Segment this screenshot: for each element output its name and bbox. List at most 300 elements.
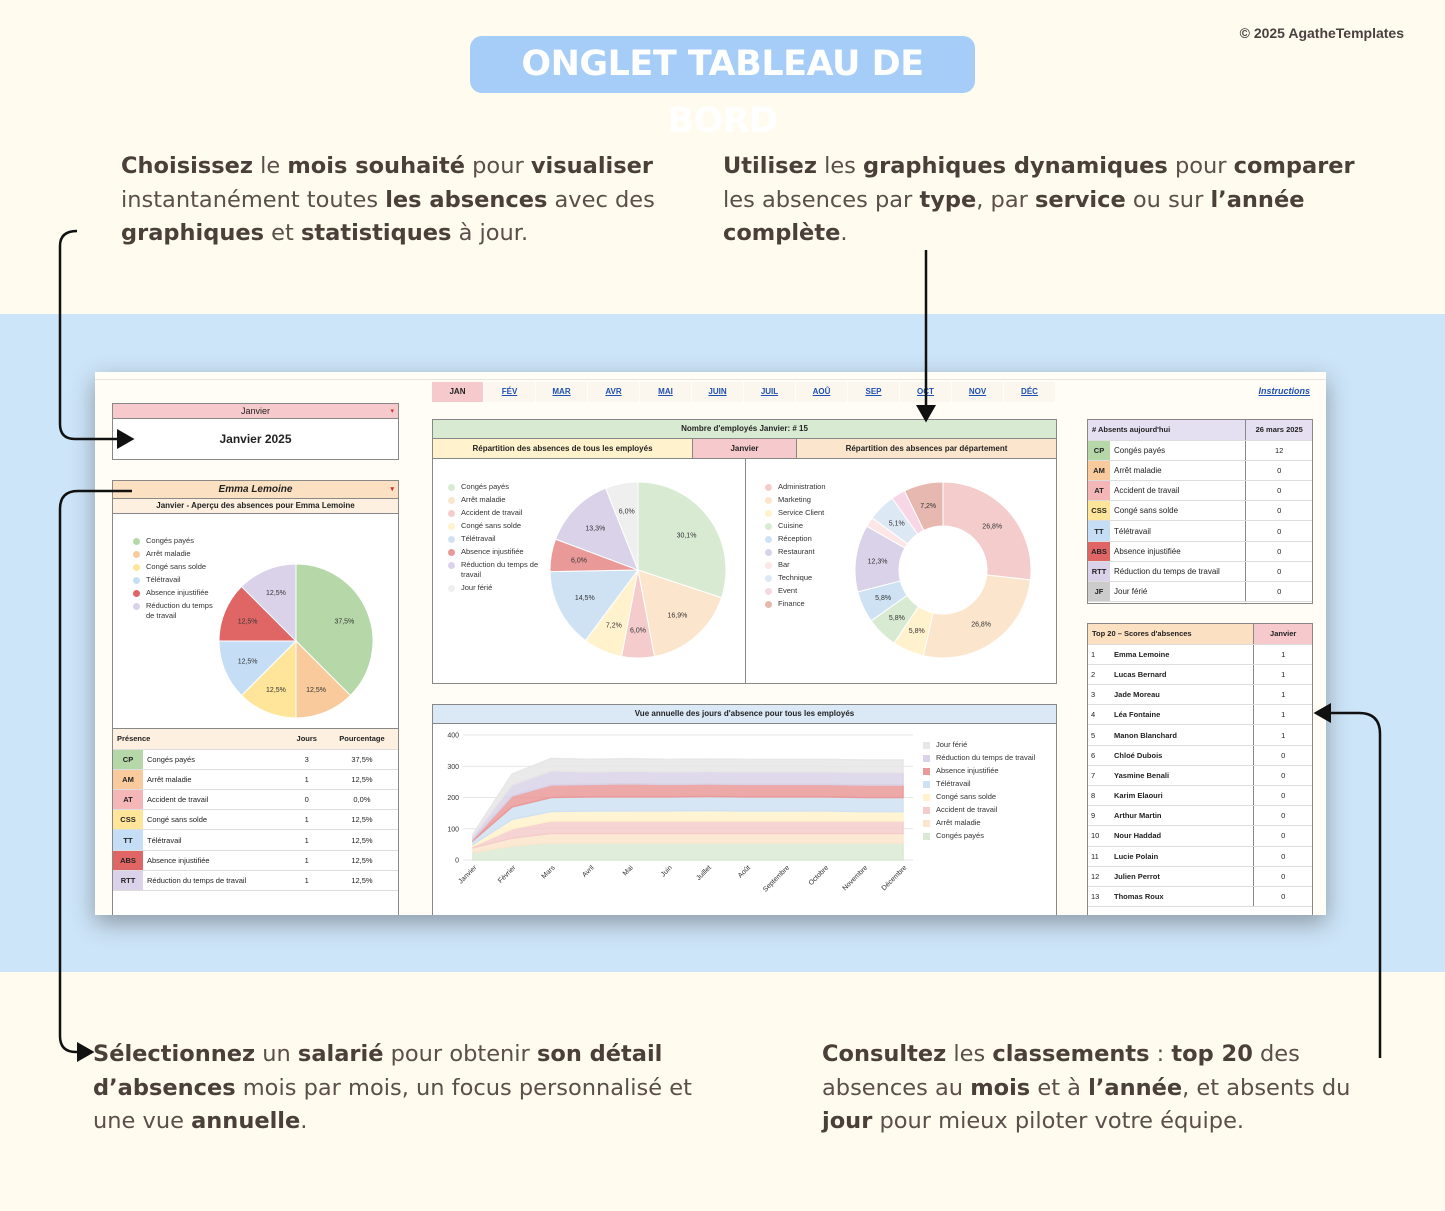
legend-label: Event	[778, 586, 798, 595]
absent-code: AM	[1088, 460, 1110, 480]
top20-row	[1088, 886, 1312, 906]
employee-pie-chart	[211, 556, 381, 726]
presence-code: AM	[113, 769, 143, 789]
legend-label: Réduction du temps de travail	[146, 601, 213, 620]
legend-item	[765, 560, 855, 570]
pie-label: 13,3%	[585, 525, 606, 533]
top20-row	[1088, 846, 1312, 866]
top20-score: 0	[1254, 886, 1312, 906]
absent-label: Absence injustifiée	[1110, 541, 1246, 561]
caption-top-right	[723, 150, 1363, 251]
top20-name: Karim Elaouri	[1110, 786, 1254, 806]
legend-dot-icon	[448, 523, 455, 530]
pie-label: 5,8%	[908, 628, 925, 636]
top20-rank: 11	[1088, 846, 1110, 866]
x-tick-label: Juillet	[695, 864, 713, 883]
top20-rank: 7	[1088, 765, 1110, 785]
absents-row	[1088, 481, 1312, 501]
legend-label: Administration	[778, 482, 826, 491]
employees-count: Nombre d'employés Janvier: # 15	[433, 420, 1056, 439]
caption-fragment: son détail d’absences	[93, 1041, 663, 1101]
caption-fragment: salarié	[297, 1041, 384, 1067]
caption-fragment: et à	[1030, 1074, 1089, 1101]
legend-label: Arrêt maladie	[461, 495, 506, 504]
absent-label: Réduction du temps de travail	[1110, 561, 1246, 581]
sheet-grid-header	[95, 372, 1326, 380]
month-tab-sep[interactable]: SEP	[848, 382, 900, 402]
top20-row	[1088, 826, 1312, 846]
top20-rank: 9	[1088, 806, 1110, 826]
caption-fragment: top 20	[1171, 1041, 1253, 1067]
legend-label: Accident de travail	[936, 805, 998, 814]
caption-fragment: mois souhaité	[287, 153, 465, 179]
month-dropdown[interactable]	[113, 404, 398, 419]
presence-code: CSS	[113, 810, 143, 830]
legend-label: Réception	[778, 534, 812, 543]
legend-dot-icon	[765, 484, 772, 491]
top20-row	[1088, 806, 1312, 826]
legend-label: Service Client	[778, 508, 825, 517]
legend-dot-icon	[448, 549, 455, 556]
employee-legend	[133, 536, 213, 624]
legend-dot-icon	[923, 742, 930, 749]
pie-label: 6,0%	[630, 627, 646, 635]
pie-label: 30,1%	[676, 532, 697, 540]
legend-item	[448, 560, 548, 580]
presence-header-row	[113, 729, 398, 749]
absent-label: Télétravail	[1110, 521, 1246, 541]
presence-pct: 12,5%	[326, 769, 398, 789]
presence-header-days: Jours	[288, 729, 326, 749]
month-tab-déc[interactable]: DÉC	[1004, 382, 1056, 402]
top20-row	[1088, 705, 1312, 725]
absents-row	[1088, 582, 1312, 602]
top20-rank: 12	[1088, 866, 1110, 886]
legend-dot-icon	[923, 807, 930, 814]
legend-dot-icon	[133, 577, 140, 584]
caption-fragment: les	[816, 153, 864, 179]
presence-days: 1	[288, 769, 326, 789]
top20-score: 1	[1254, 685, 1312, 705]
legend-label: Absence injustifiée	[146, 588, 209, 597]
legend-label: Technique	[778, 573, 813, 582]
top20-name: Jade Moreau	[1110, 685, 1254, 705]
absent-code: TT	[1088, 521, 1110, 541]
x-tick-label: Janvier	[457, 864, 479, 886]
y-tick-label: 200	[447, 795, 459, 802]
legend-item	[133, 536, 213, 546]
absent-code: AT	[1088, 481, 1110, 501]
caption-fragment: Choisissez	[121, 153, 253, 179]
presence-row	[113, 790, 398, 810]
top20-rank: 2	[1088, 664, 1110, 684]
legend-item	[133, 575, 213, 585]
caption-fragment: pour	[1167, 153, 1234, 179]
month-tab-fév[interactable]: FÉV	[484, 382, 536, 402]
month-tab-nov[interactable]: NOV	[952, 382, 1004, 402]
top20-rank: 13	[1088, 886, 1110, 906]
legend-item	[923, 792, 1053, 802]
employee-dropdown-value: Emma Lemoine	[218, 484, 293, 495]
legend-item	[448, 521, 548, 531]
legend-dot-icon	[765, 497, 772, 504]
dist-month-title: Janvier	[693, 439, 797, 458]
x-tick-label: Mai	[621, 864, 635, 878]
top20-rank: 3	[1088, 685, 1110, 705]
month-tabs	[432, 382, 1056, 402]
absent-code: ABS	[1088, 541, 1110, 561]
legend-label: Télétravail	[936, 779, 971, 788]
legend-dot-icon	[448, 497, 455, 504]
presence-code: CP	[113, 749, 143, 769]
absent-label: Jour férié	[1110, 582, 1246, 602]
legend-label: Arrêt maladie	[146, 549, 191, 558]
y-tick-label: 400	[447, 732, 459, 740]
caption-fragment: graphiques dynamiques	[863, 153, 1168, 179]
annual-title: Vue annuelle des jours d'absence pour tous les employés	[433, 705, 1056, 724]
presence-pct: 37,5%	[326, 749, 398, 769]
absents-row	[1088, 521, 1312, 541]
caption-fragment: un	[255, 1041, 298, 1067]
pie-slice	[923, 575, 1030, 658]
x-tick-label: Août	[736, 864, 753, 880]
pie-label: 37,5%	[334, 618, 355, 626]
pie-label: 5,8%	[875, 595, 892, 603]
all-employees-pie-chart	[538, 470, 738, 670]
caption-fragment: les absences par	[723, 186, 920, 213]
absents-row	[1088, 440, 1312, 460]
legend-label: Accident de travail	[461, 508, 523, 517]
legend-item	[923, 740, 1053, 750]
caption-fragment: ou sur	[1125, 186, 1211, 213]
presence-row	[113, 830, 398, 850]
annual-area-chart	[433, 727, 923, 915]
caption-fragment: à jour.	[451, 220, 529, 246]
absent-value: 0	[1246, 521, 1312, 541]
legend-dot-icon	[765, 575, 772, 582]
top20-score: 0	[1254, 786, 1312, 806]
absent-code: RTT	[1088, 561, 1110, 581]
top20-name: Emma Lemoine	[1110, 644, 1254, 664]
legend-dot-icon	[765, 536, 772, 543]
pie-label: 7,2%	[920, 503, 937, 511]
department-donut-chart	[843, 470, 1043, 670]
month-tab-aoû[interactable]: AOÛ	[796, 382, 848, 402]
pie-label: 12,5%	[306, 686, 326, 694]
presence-pct: 12,5%	[326, 870, 398, 890]
month-tab-mai[interactable]: MAI	[640, 382, 692, 402]
y-tick-label: 300	[447, 763, 459, 771]
presence-label: Absence injustifiée	[143, 850, 288, 870]
absents-title: # Absents aujourd'hui	[1088, 420, 1246, 440]
caption-bottom-left	[93, 1038, 713, 1139]
absents-row	[1088, 460, 1312, 480]
presence-row	[113, 749, 398, 769]
month-tab-oct[interactable]: OCT	[900, 382, 952, 402]
absent-code: JF	[1088, 582, 1110, 602]
presence-row	[113, 769, 398, 789]
month-tab-juil[interactable]: JUIL	[744, 382, 796, 402]
annual-panel	[432, 704, 1057, 915]
legend-dot-icon	[923, 768, 930, 775]
presence-label: Télétravail	[143, 830, 288, 850]
pie-label: 12,5%	[266, 590, 286, 598]
dropdown-arrow-icon: ▾	[390, 486, 394, 493]
absent-value: 0	[1246, 460, 1312, 480]
page-title: ONGLET TABLEAU DE BORD	[470, 36, 975, 93]
distribution-panel	[432, 419, 1057, 684]
caption-fragment: instantanément toutes	[121, 186, 386, 213]
presence-label: Congé sans solde	[143, 810, 288, 830]
absent-value: 0	[1246, 541, 1312, 561]
top20-row	[1088, 866, 1312, 886]
top20-name: Thomas Roux	[1110, 886, 1254, 906]
legend-dot-icon	[923, 833, 930, 840]
absent-code: CSS	[1088, 501, 1110, 521]
dist-all-title: Répartition des absences de tous les employés	[433, 439, 693, 458]
month-dropdown-value: Janvier	[240, 406, 270, 416]
caption-fragment: les	[946, 1041, 993, 1067]
month-tab-avr[interactable]: AVR	[588, 382, 640, 402]
pie-label: 12,5%	[237, 658, 258, 666]
caption-bottom-right	[822, 1038, 1402, 1139]
top20-score: 0	[1254, 806, 1312, 826]
caption-fragment: graphiques	[121, 220, 264, 246]
legend-label: Arrêt maladie	[936, 818, 981, 827]
caption-fragment: et	[264, 220, 301, 246]
x-tick-label: Juin	[659, 864, 674, 879]
legend-item	[448, 534, 548, 544]
presence-label: Arrêt maladie	[143, 769, 288, 789]
legend-dot-icon	[133, 603, 140, 610]
legend-dot-icon	[133, 551, 140, 558]
copyright: © 2025 AgatheTemplates	[1239, 25, 1404, 41]
presence-days: 0	[288, 790, 326, 810]
top20-name: Arthur Martin	[1110, 806, 1254, 826]
pie-label: 26,8%	[971, 621, 992, 629]
absent-value: 0	[1246, 501, 1312, 521]
top20-rank: 1	[1088, 644, 1110, 664]
absent-label: Congé sans solde	[1110, 501, 1246, 521]
month-tab-mar[interactable]: MAR	[536, 382, 588, 402]
legend-item	[765, 482, 855, 492]
month-selector-box	[112, 403, 399, 460]
legend-label: Finance	[778, 599, 805, 608]
top20-score: 0	[1254, 866, 1312, 886]
absent-label: Accident de travail	[1110, 481, 1246, 501]
top20-header-row	[1088, 624, 1312, 644]
top20-rank: 8	[1088, 786, 1110, 806]
department-legend	[765, 482, 855, 612]
legend-label: Restaurant	[778, 547, 815, 556]
legend-label: Congé sans solde	[146, 562, 207, 571]
top20-name: Nour Haddad	[1110, 826, 1254, 846]
legend-dot-icon	[765, 549, 772, 556]
absents-row	[1088, 501, 1312, 521]
pie-label: 12,5%	[266, 686, 286, 694]
legend-label: Réduction du temps de travail	[461, 560, 539, 579]
top20-score: 0	[1254, 745, 1312, 765]
legend-label: Congés payés	[461, 482, 509, 491]
top20-panel	[1087, 623, 1313, 915]
top20-score: 1	[1254, 664, 1312, 684]
absents-row	[1088, 541, 1312, 561]
legend-dot-icon	[133, 564, 140, 571]
x-tick-label: Décembre	[880, 864, 909, 893]
caption-fragment: jour	[822, 1108, 873, 1134]
legend-label: Télétravail	[146, 575, 181, 584]
legend-item	[923, 818, 1053, 828]
caption-fragment: service	[1035, 186, 1126, 213]
absent-value: 0	[1246, 561, 1312, 581]
legend-label: Congé sans solde	[936, 792, 997, 801]
caption-fragment: des absences au	[822, 1041, 1300, 1101]
month-tab-jan[interactable]: JAN	[432, 382, 484, 402]
legend-dot-icon	[923, 794, 930, 801]
pie-label: 12,3%	[867, 558, 888, 566]
legend-dot-icon	[448, 562, 455, 569]
x-tick-label: Février	[497, 864, 518, 885]
presence-header-pct: Pourcentage	[326, 729, 398, 749]
pie-label: 12,5%	[237, 618, 258, 626]
top20-score: 1	[1254, 705, 1312, 725]
top20-score: 0	[1254, 765, 1312, 785]
caption-fragment: statistiques	[300, 220, 452, 246]
caption-fragment: Consultez	[822, 1041, 947, 1067]
employee-panel	[112, 480, 399, 915]
area-series	[473, 843, 903, 860]
legend-item	[923, 805, 1053, 815]
top20-score: 0	[1254, 826, 1312, 846]
legend-label: Bar	[778, 560, 790, 569]
presence-code: RTT	[113, 870, 143, 890]
top20-rank: 4	[1088, 705, 1110, 725]
legend-dot-icon	[765, 562, 772, 569]
legend-item	[448, 508, 548, 518]
top20-row	[1088, 786, 1312, 806]
absent-label: Arrêt maladie	[1110, 460, 1246, 480]
caption-fragment: mois	[970, 1074, 1031, 1101]
presence-pct: 12,5%	[326, 830, 398, 850]
presence-days: 1	[288, 850, 326, 870]
legend-label: Congés payés	[146, 536, 194, 545]
legend-label: Jour férié	[936, 740, 968, 749]
top20-month: Janvier	[1254, 624, 1312, 644]
legend-item	[923, 753, 1053, 763]
x-tick-label: Avril	[581, 864, 596, 879]
distribution-headers	[433, 439, 1056, 459]
legend-item	[133, 549, 213, 559]
absent-value: 0	[1246, 582, 1312, 602]
top20-row	[1088, 725, 1312, 745]
top20-rank: 6	[1088, 745, 1110, 765]
legend-dot-icon	[448, 484, 455, 491]
caption-fragment: , par	[976, 186, 1036, 213]
pie-label: 16,9%	[667, 612, 688, 620]
absent-label: Congés payés	[1110, 440, 1246, 460]
top20-row	[1088, 644, 1312, 664]
top20-score: 1	[1254, 725, 1312, 745]
caption-fragment: les absences	[385, 186, 548, 213]
x-tick-label: Octobre	[807, 864, 831, 888]
presence-days: 1	[288, 810, 326, 830]
presence-label: Accident de travail	[143, 790, 288, 810]
legend-item	[133, 588, 213, 598]
caption-fragment: pour	[465, 153, 531, 179]
legend-item	[448, 482, 548, 492]
legend-item	[765, 495, 855, 505]
legend-item	[133, 601, 213, 621]
legend-item	[448, 547, 548, 557]
legend-dot-icon	[923, 820, 930, 827]
instructions-link[interactable]: Instructions	[1258, 386, 1310, 396]
legend-dot-icon	[765, 510, 772, 517]
legend-dot-icon	[448, 510, 455, 517]
legend-item	[765, 521, 855, 531]
top20-row	[1088, 685, 1312, 705]
presence-code: ABS	[113, 850, 143, 870]
dropdown-arrow-icon: ▾	[390, 408, 394, 415]
legend-label: Marketing	[778, 495, 811, 504]
legend-dot-icon	[923, 781, 930, 788]
legend-label: Cuisine	[778, 521, 804, 530]
legend-dot-icon	[765, 523, 772, 530]
pie-label: 26,8%	[982, 523, 1003, 531]
legend-dot-icon	[448, 585, 455, 592]
caption-fragment: pour mieux piloter votre équipe.	[872, 1108, 1245, 1134]
legend-label: Jour férié	[461, 583, 493, 592]
presence-header-label: Présence	[113, 729, 288, 749]
presence-row	[113, 850, 398, 870]
caption-fragment: l’année complète	[723, 186, 1305, 246]
absent-value: 0	[1246, 481, 1312, 501]
absent-code: CP	[1088, 440, 1110, 460]
pie-label: 5,8%	[888, 614, 905, 622]
legend-label: Congés payés	[936, 831, 984, 840]
legend-dot-icon	[765, 601, 772, 608]
caption-fragment: comparer	[1233, 153, 1355, 179]
absents-date: 26 mars 2025	[1246, 420, 1312, 440]
legend-label: Congé sans solde	[461, 521, 522, 530]
presence-pct: 0,0%	[326, 790, 398, 810]
legend-item	[765, 547, 855, 557]
pie-label: 14,5%	[574, 594, 595, 602]
caption-fragment: Utilisez	[723, 153, 817, 179]
legend-item	[923, 831, 1053, 841]
legend-label: Télétravail	[461, 534, 496, 543]
top20-score: 0	[1254, 846, 1312, 866]
legend-item	[765, 586, 855, 596]
top20-name: Manon Blanchard	[1110, 725, 1254, 745]
top20-name: Lucie Polain	[1110, 846, 1254, 866]
legend-item	[765, 599, 855, 609]
y-tick-label: 100	[447, 826, 459, 834]
dashboard-screenshot	[95, 372, 1326, 915]
divider	[745, 459, 746, 684]
presence-row	[113, 810, 398, 830]
top20-name: Lucas Bernard	[1110, 664, 1254, 684]
month-tab-juin[interactable]: JUIN	[692, 382, 744, 402]
caption-fragment: type	[919, 186, 977, 213]
x-tick-label: Novembre	[841, 864, 870, 893]
legend-dot-icon	[133, 538, 140, 545]
legend-item	[765, 508, 855, 518]
presence-table	[113, 728, 398, 891]
legend-item	[133, 562, 213, 572]
presence-code: AT	[113, 790, 143, 810]
employee-dropdown[interactable]	[113, 481, 398, 499]
all-employees-legend	[448, 482, 548, 596]
